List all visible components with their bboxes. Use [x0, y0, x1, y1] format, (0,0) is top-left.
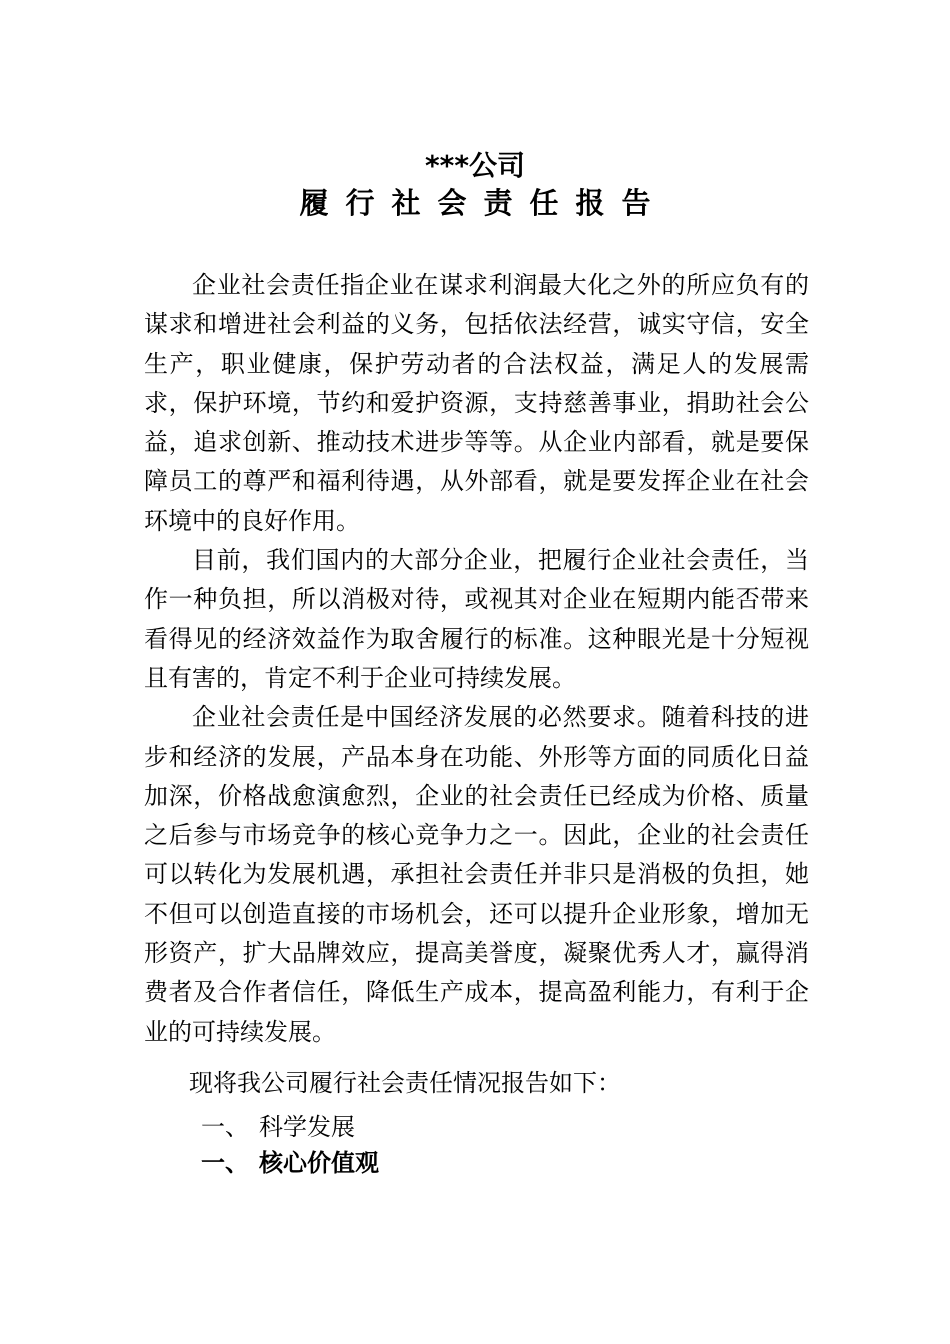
company-title: ***公司	[425, 149, 525, 182]
body-paragraph: 企业社会责任是中国经济发展的必然要求。随着科技的进步和经济的发展，产品本身在功能、外形等方面的同质化日益加深，价格战愈演愈烈，企业的社会责任已经成为价格、质量之后参与市场竞争的核心竞争力之一。因此，企业的社会责任可以转化为发展机遇，承担社会责任并非只是消极的负担，她不但可以创造直接的市场机会，还可以提升企业形象，增加无形资产，扩大品牌效应，提高美誉度，凝聚优秀人才，赢得消费者及合作者信任，降低生产成本，提高盈利能力，有利于企业的可持续发展。	[144, 703, 809, 1046]
intro-line: 现将我公司履行社会责任情况报告如下：	[189, 1069, 621, 1097]
body-paragraph: 企业社会责任指企业在谋求利润最大化之外的所应负有的谋求和增进社会利益的义务，包括依法经营，诚实守信，安全生产，职业健康，保护劳动者的合法权益，满足人的发展需求，保护环境，节约和爱护资源，支持慈善事业，捐助社会公益，追求创新、推动技术进步等等。从企业内部看，就是要保障员工的尊严和福利待遇，从外部看，就是要发挥企业在社会环境中的良好作用。	[144, 271, 809, 535]
section-title: 核心价值观	[259, 1149, 379, 1177]
section-heading	[201, 1110, 355, 1144]
section-number: 一、	[201, 1113, 249, 1141]
report-body	[144, 266, 809, 1052]
section-heading	[201, 1146, 379, 1180]
section-number: 一、	[201, 1149, 249, 1177]
body-paragraph: 目前，我们国内的大部分企业，把履行企业社会责任，当作一种负担，所以消极对待，或视其对企业在短期内能否带来看得见的经济效益作为取舍履行的标准。这种眼光是十分短视且有害的，肯定不利于企业可持续发展。	[144, 546, 809, 692]
section-title: 科学发展	[259, 1113, 355, 1141]
report-title: 履行社会责任报告	[299, 186, 668, 220]
